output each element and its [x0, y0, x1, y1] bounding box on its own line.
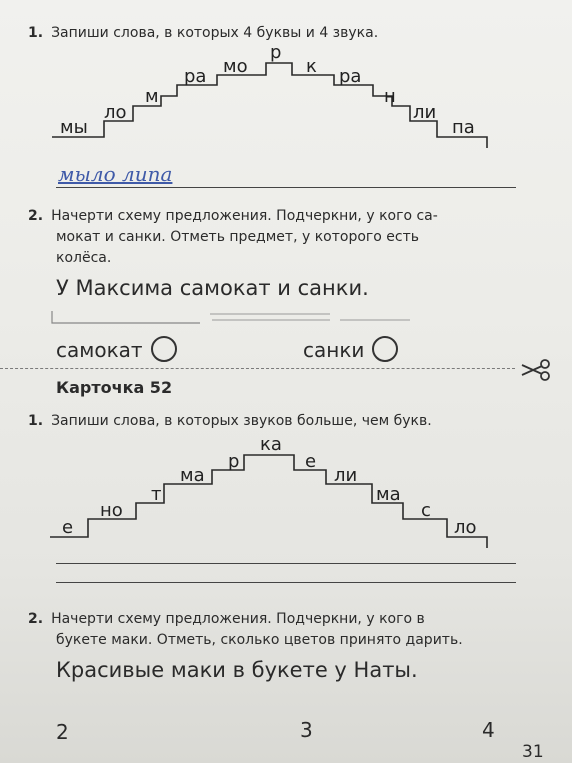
syllable: с	[421, 500, 431, 521]
syllable: но	[100, 500, 123, 521]
task-number: 1.	[28, 413, 44, 429]
syllable: па	[452, 117, 475, 138]
syllable: ло	[104, 102, 127, 123]
syllable: р	[270, 42, 282, 63]
syllable: р	[228, 451, 240, 472]
task-text-line2: мокат и санки. Отметь предмет, у которого есть	[56, 229, 419, 245]
syllable: т	[151, 484, 162, 505]
task-text-line1: Начерти схему предложения. Подчеркни, у кого в	[51, 611, 425, 627]
choice-label: санки	[303, 338, 365, 362]
task-number: 1.	[28, 25, 44, 41]
answer-line	[56, 582, 516, 583]
syllable: н	[384, 86, 396, 107]
count-option[interactable]: 4	[482, 718, 495, 742]
syllable: е	[305, 451, 317, 472]
task-text: Запиши слова, в которых 4 буквы и 4 звука.	[51, 25, 379, 41]
syllable: е	[62, 517, 74, 538]
syllable: ма	[376, 484, 401, 505]
task-text-line2: букете маки. Отметь, сколько цветов принято дарить.	[56, 632, 463, 648]
syllable: мы	[60, 117, 88, 138]
syllable: ли	[334, 465, 358, 486]
choice-label: самокат	[56, 338, 143, 362]
task-text: Запиши слова, в которых звуков больше, чем букв.	[51, 413, 432, 429]
count-option[interactable]: 2	[56, 720, 69, 744]
syllable: ло	[454, 517, 477, 538]
sentence-top: У Максима самокат и санки.	[56, 276, 369, 300]
syllable: к	[306, 56, 317, 77]
page-number: 31	[522, 742, 544, 762]
syllable: ра	[184, 66, 207, 87]
syllable: ли	[413, 102, 437, 123]
count-option[interactable]: 3	[300, 718, 313, 742]
syllable: ра	[339, 66, 362, 87]
answer-line	[56, 563, 516, 564]
syllable: мо	[223, 56, 248, 77]
task-number: 2.	[28, 208, 44, 224]
syllable: ма	[180, 465, 205, 486]
card-task2-heading	[28, 608, 425, 630]
card-title: Карточка 52	[56, 378, 173, 397]
syllable: м	[145, 86, 159, 107]
handwritten-answer: мыло липа	[58, 162, 173, 186]
task-text-line3: колёса.	[56, 250, 112, 266]
task-text-line1: Начерти схему предложения. Подчеркни, у кого са-	[51, 208, 438, 224]
syllable: ка	[260, 434, 282, 455]
task-number: 2.	[28, 611, 44, 627]
sentence-card: Красивые маки в букете у Наты.	[56, 658, 418, 682]
